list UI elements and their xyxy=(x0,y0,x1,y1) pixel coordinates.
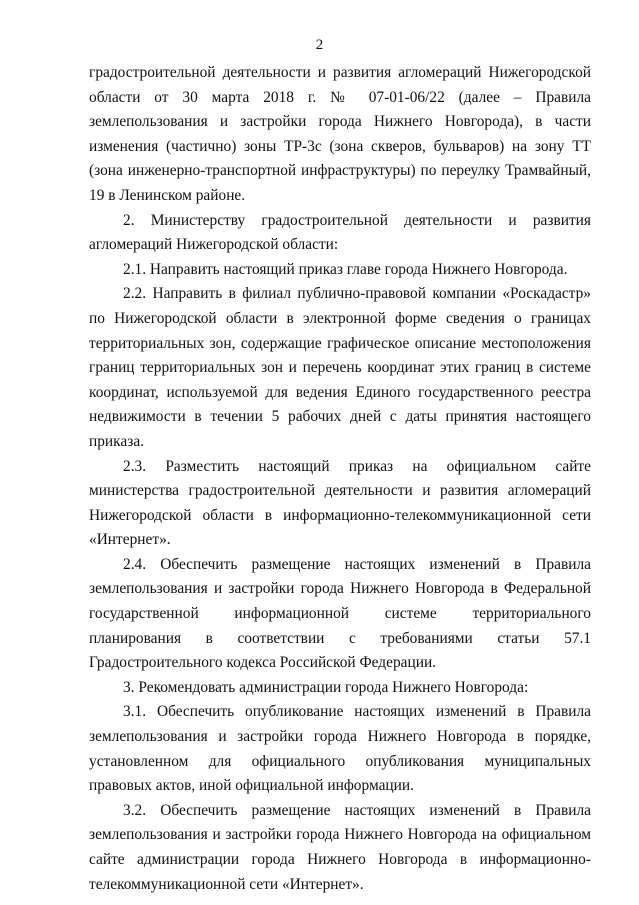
paragraph-item-3-2: 3.2. Обеспечить размещение настоящих изменений в Правила землепользования и застройки города Нижнего Новгорода на официальном сайте администрации города Нижнего Новгорода в информационно-телекоммуникационной сети «Интернет». xyxy=(89,801,591,893)
page-number: 2 xyxy=(315,37,324,53)
paragraph-item-2-2: 2.2. Направить в филиал публично-правовой компании «Роскадастр» по Нижегородской области в электронной форме сведения о границах территориальных зон, содержащие графическое описание местоположения границ территориальных зон и перечень координат этих границ в системе координат, используемой для ведения Единого государственного реестра недвижимости в течении 5 рабочих дней с даты принятия настоящего приказа. xyxy=(89,285,591,450)
paragraph-item-3-1: 3.1. Обеспечить опубликование настоящих изменений в Правила землепользования и застройки города Нижнего Новгорода в порядке, установленном для официального опубликования муниципальных правовых актов, иной официальной информации. xyxy=(89,703,591,795)
paragraph-item-2: 2. Министерству градостроительной деятельности и развития агломераций Нижегородской области: xyxy=(89,211,591,254)
document-body xyxy=(89,61,591,897)
paragraph-item-3: 3. Рекомендовать администрации города Нижнего Новгорода: xyxy=(123,678,529,696)
paragraph-item-2-1: 2.1. Направить настоящий приказ главе города Нижнего Новгорода. xyxy=(123,260,568,278)
paragraph-item-2-3: 2.3. Разместить настоящий приказ на официальном сайте министерства градостроительной деятельности и развития агломераций Нижегородской области в информационно-телекоммуникационной сети «Интернет». xyxy=(89,457,591,549)
paragraph-continuation: градостроительной деятельности и развития агломераций Нижегородской области от 30 марта 2018 г. № 07-01-06/22 (далее – Правила землепользования и застройки города Нижнего Новгорода), в части изменения (частично) зоны ТР-3с (зона скверов, бульваров) на зону ТТ (зона инженерно-транспортной инфраструктуры) по переулку Трамвайный, 19 в Ленинском районе. xyxy=(89,64,591,204)
paragraph-item-2-4: 2.4. Обеспечить размещение настоящих изменений в Правила землепользования и застройки города Нижнего Новгорода в Федеральной государственной информационной системе территориального планирования в соответствии с требованиями статьи 57.1 Градостроительного кодекса Российской Федерации. xyxy=(89,555,591,672)
